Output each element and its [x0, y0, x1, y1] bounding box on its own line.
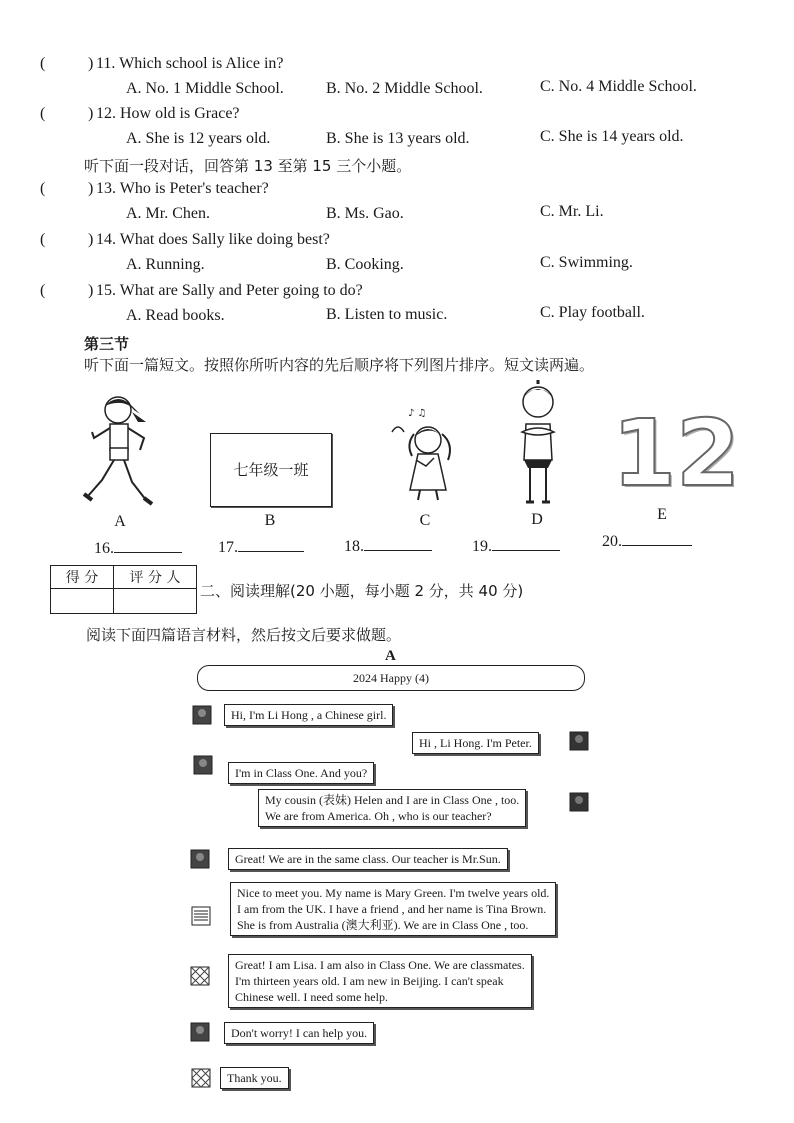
- question-14: [0, 231, 794, 257]
- option-a: A. Running.: [126, 256, 205, 273]
- avatar-li-hong-icon: [190, 849, 210, 869]
- question-text: 11. Which school is Alice in?: [96, 55, 284, 72]
- message-line: Hi, I'm Li Hong , a Chinese girl.: [231, 708, 387, 722]
- option-b: B. Listen to music.: [326, 306, 448, 323]
- option-a: A. Read books.: [126, 307, 225, 324]
- message-line: Don't worry! I can help you.: [231, 1026, 368, 1040]
- question-text: 12. How old is Grace?: [96, 105, 240, 122]
- chat-message: [228, 848, 508, 870]
- picture-e-label: E: [657, 506, 667, 523]
- question-text: 13. Who is Peter's teacher?: [96, 180, 269, 197]
- answer-blank-16[interactable]: [94, 540, 182, 558]
- option-c: C. She is 14 years old.: [540, 128, 684, 145]
- running-girl-picture: [80, 392, 160, 510]
- passage-letter: A: [385, 648, 396, 664]
- dancing-boy-picture: [508, 380, 568, 506]
- chat-message: [228, 954, 532, 1008]
- option-b: B. Ms. Gao.: [326, 205, 404, 222]
- answer-paren-close: ): [88, 55, 94, 72]
- picture-b-label: B: [264, 512, 276, 529]
- chat-title: 2024 Happy (4): [353, 671, 429, 685]
- avatar-peter-icon: [569, 731, 589, 751]
- message-line: I am from the UK. I have a friend , and her name is Tina Brown.: [237, 902, 547, 916]
- picture-a-label: A: [114, 513, 126, 530]
- answer-paren-open: (: [40, 180, 46, 197]
- picture-c-label: C: [419, 512, 431, 529]
- avatar-li-hong-icon: [193, 755, 213, 775]
- option-a: A. No. 1 Middle School.: [126, 80, 284, 97]
- answer-blank-17[interactable]: [218, 539, 304, 557]
- message-line: My cousin (表妹) Helen and I are in Class One , too.: [265, 793, 520, 807]
- question-15: [0, 282, 794, 308]
- message-line: Thank you.: [227, 1071, 282, 1085]
- singing-girl-picture: [386, 404, 466, 504]
- option-b: B. No. 2 Middle School.: [326, 80, 483, 97]
- chat-message: [230, 882, 556, 936]
- message-line: We are from America. Oh , who is our teacher?: [265, 809, 492, 823]
- score-header: 得 分: [51, 566, 114, 589]
- number-twelve-picture: 12: [612, 400, 741, 507]
- chat-message: [224, 1022, 374, 1044]
- option-a: A. She is 12 years old.: [126, 130, 271, 147]
- message-line: Great! We are in the same class. Our teacher is Mr.Sun.: [235, 852, 501, 866]
- part2-instruction: 阅读下面四篇语言材料，然后按文后要求做题。: [86, 626, 402, 644]
- option-a: A. Mr. Chen.: [126, 205, 210, 222]
- avatar-peter-icon: [569, 792, 589, 812]
- option-b: B. Cooking.: [326, 256, 404, 273]
- answer-paren-open: (: [40, 105, 46, 122]
- grader-header: 评 分 人: [114, 566, 197, 589]
- chat-message: [228, 762, 374, 784]
- message-line: She is from Australia (澳大利亚). We are in Class One , too.: [237, 918, 529, 932]
- avatar-lisa-icon: [191, 1068, 211, 1088]
- chat-message: [412, 732, 539, 754]
- answer-paren-open: (: [40, 55, 46, 72]
- question-text: 14. What does Sally like doing best?: [96, 231, 330, 248]
- chat-message: [220, 1067, 289, 1089]
- message-line: I'm in Class One. And you?: [235, 766, 368, 780]
- avatar-lisa-icon: [190, 966, 210, 986]
- answer-blank-18[interactable]: [344, 538, 432, 556]
- blank-number: 20.: [602, 533, 622, 550]
- blank-number: 17.: [218, 539, 238, 556]
- blank-number: 19.: [472, 538, 492, 555]
- section3-instruction: 听下面一篇短文。按照你所听内容的先后顺序将下列图片排序。短文读两遍。: [84, 356, 595, 374]
- part2-title: 二、阅读理解(20 小题，每小题 2 分，共 40 分): [200, 582, 524, 600]
- blank-number: 16.: [94, 540, 114, 557]
- option-c: C. Swimming.: [540, 254, 633, 271]
- dialog-instruction: 听下面一段对话，回答第 13 至第 15 三个小题。: [84, 157, 412, 175]
- class-sign-text: 七年级一班: [233, 461, 309, 479]
- class-sign-picture: [210, 433, 332, 507]
- score-table: [50, 565, 197, 614]
- chat-message: [224, 704, 393, 726]
- answer-blank-20[interactable]: [602, 533, 692, 551]
- option-c: C. No. 4 Middle School.: [540, 78, 697, 95]
- message-line: Great! I am Lisa. I am also in Class One. We are classmates.: [235, 958, 525, 972]
- option-c: C. Play football.: [540, 304, 645, 321]
- option-b: B. She is 13 years old.: [326, 130, 470, 147]
- grader-cell[interactable]: [114, 589, 197, 614]
- avatar-li-hong-icon: [190, 1022, 210, 1042]
- section3-title: 第三节: [84, 335, 130, 353]
- svg-text:♪ ♫: ♪ ♫: [408, 408, 427, 419]
- chat-title-bar: [197, 665, 585, 691]
- answer-blank-19[interactable]: [472, 538, 560, 556]
- message-line: Hi , Li Hong. I'm Peter.: [419, 736, 532, 750]
- answer-paren-close: ): [88, 105, 94, 122]
- answer-paren-close: ): [88, 180, 94, 197]
- message-line: Nice to meet you. My name is Mary Green. I'm twelve years old.: [237, 886, 550, 900]
- chat-message: [258, 789, 526, 827]
- answer-paren-close: ): [88, 231, 94, 248]
- answer-paren-open: (: [40, 231, 46, 248]
- question-text: 15. What are Sally and Peter going to do?: [96, 282, 363, 299]
- blank-number: 18.: [344, 538, 364, 555]
- picture-d-label: D: [531, 511, 543, 528]
- message-line: Chinese well. I need some help.: [235, 990, 388, 1004]
- score-cell[interactable]: [51, 589, 114, 614]
- avatar-mary-icon: [191, 906, 211, 926]
- message-line: I'm thirteen years old. I am new in Beijing. I can't speak: [235, 974, 504, 988]
- avatar-li-hong-icon: [192, 705, 212, 725]
- option-c: C. Mr. Li.: [540, 203, 604, 220]
- question-13: [0, 180, 794, 206]
- answer-paren-open: (: [40, 282, 46, 299]
- answer-paren-close: ): [88, 282, 94, 299]
